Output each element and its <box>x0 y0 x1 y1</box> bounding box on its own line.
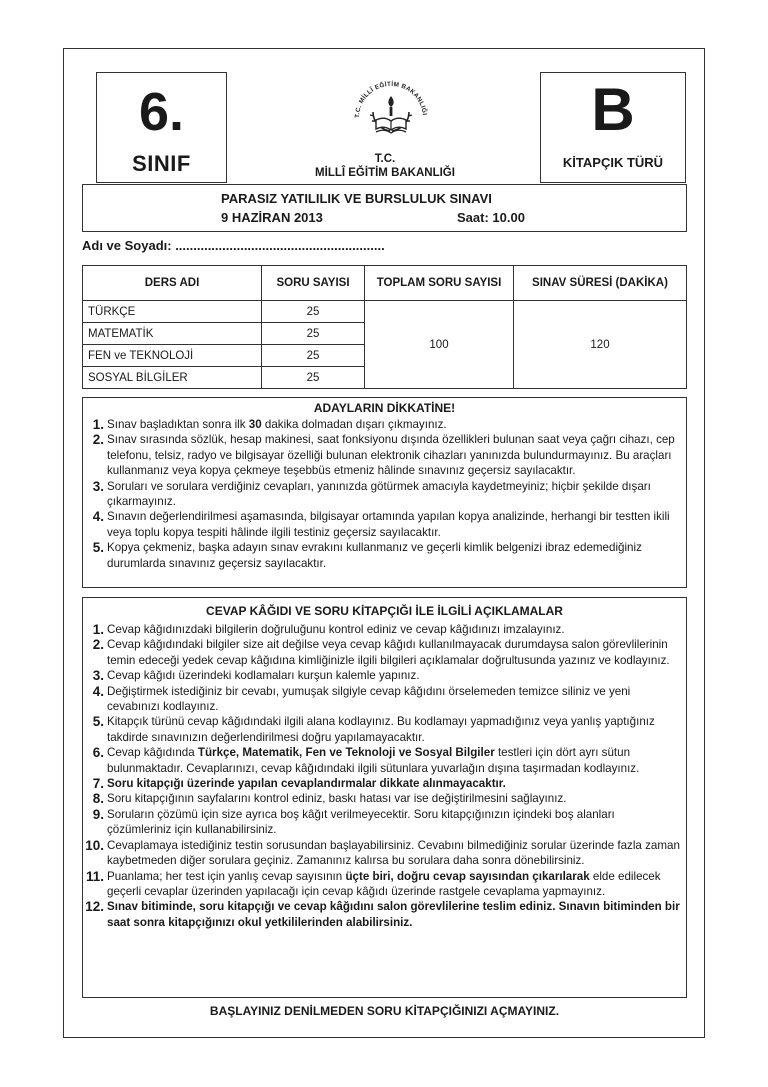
item-number: 5. <box>92 714 104 730</box>
lessons-table <box>82 265 687 389</box>
item-text-bold: Sınav bitiminde, soru kitapçığı ve cevap kâğıdını salon görevlilerine teslim ediniz. Sınavın bitiminden bir saat sonra kitapçığınızı okul yetkililerinden alabilirsiniz. <box>107 900 680 929</box>
lesson-name: SOSYAL BİLGİLER <box>83 367 262 389</box>
lesson-count: 25 <box>262 345 365 367</box>
header-lesson: DERS ADI <box>83 266 262 301</box>
item-text: Soruların çözümü için size ayrıca boş kâğıt verilmeyecektir. Soru kitapçığınızın içindeki boş alanları çözümleriniz için kullanabilirsiniz. <box>107 807 615 837</box>
ministry-line1: T.C. <box>374 153 396 165</box>
list-item <box>83 714 680 745</box>
name-field[interactable]: Adı ve Soyadı: .......................................................... <box>82 238 385 253</box>
list-item <box>83 668 680 683</box>
item-number: 4. <box>92 509 104 525</box>
grade-label: SINIF <box>132 151 191 176</box>
item-number: 9. <box>92 806 104 822</box>
item-number: 7. <box>92 776 104 792</box>
booklet-type-box <box>540 72 686 183</box>
item-number: 6. <box>92 745 104 761</box>
booklet-label: KİTAPÇIK TÜRÜ <box>562 155 664 170</box>
grade-box <box>96 72 227 183</box>
header-total: TOPLAM SORU SAYISI <box>365 266 514 301</box>
item-number: 1. <box>92 622 104 637</box>
item-text: Kitapçık türünü cevap kâğıdındaki ilgili alana kodlayınız. Bu kodlamayı yapmadığınız veya yanlış yaptığınız takdirde sınavınızın değerlendirilmesi doğru yapılamayacaktır. <box>107 715 655 744</box>
list-item <box>83 509 680 540</box>
ministry-line2: MİLLÎ EĞİTİM BAKANLIĞI <box>315 167 455 179</box>
table-header-row <box>83 266 687 301</box>
item-number: 1. <box>92 417 104 432</box>
list-item <box>83 838 680 869</box>
notice-title: ADAYLARIN DİKKATİNE! <box>313 401 456 415</box>
list-item <box>83 776 680 791</box>
list-item <box>83 869 680 900</box>
item-text-bold: 30 <box>248 418 262 431</box>
list-item <box>83 791 680 806</box>
item-text: Sınavın değerlendirilmesi aşamasında, bilgisayar ortamında yapılan kopya analizinde, herhangi bir testten ikili veya toplu kopya tespiti hâlinde ilgili testiniz geçersiz sayılacaktır. <box>107 510 670 539</box>
list-item <box>83 417 680 432</box>
lesson-count: 25 <box>262 323 365 345</box>
item-text: Kopya çekmeniz, başka adayın sınav evrakını kullanmanız ve geçerli kimlik belgenizi ibraz edemediğiniz durumlarda sınavınız geçersiz sayılacaktır. <box>107 541 642 570</box>
item-text: testleri için dört ayrı sütun bulunmaktadır. Cevaplarınızı, cevap kâğıdındaki ilgili sütunlara yuvarlağın dışına taşırmadan kodlayınız. <box>107 746 640 775</box>
header-duration: SINAV SÜRESİ (DAKİKA) <box>514 266 687 301</box>
lesson-name: FEN ve TEKNOLOJİ <box>83 345 262 367</box>
lesson-name: MATEMATİK <box>83 323 262 345</box>
item-number: 2. <box>92 637 104 653</box>
item-text-bold: Soru kitapçığı üzerinde yapılan cevaplandırmalar dikkate alınmayacaktır. <box>107 777 506 791</box>
lesson-count: 25 <box>262 301 365 323</box>
item-number: 3. <box>92 668 104 684</box>
item-text: Cevap kâğıdı üzerindeki kodlamaları kurşun kalemle yapınız. <box>107 669 420 683</box>
explanations-title: CEVAP KÂĞIDI VE SORU KİTAPÇIĞI İLE İLGİLİ AÇIKLAMALAR <box>206 604 563 618</box>
list-item <box>83 540 680 571</box>
list-item <box>83 745 680 776</box>
notice-list <box>83 417 680 571</box>
item-number: 12. <box>85 899 104 915</box>
list-item <box>83 432 680 478</box>
item-number: 2. <box>92 432 104 448</box>
list-item <box>83 622 680 637</box>
exam-title: PARASIZ YATILILIK VE BURSLULUK SINAVI <box>221 191 492 206</box>
explanations-box <box>82 597 687 998</box>
item-text: Cevap kâğıdınızdaki bilgilerin doğruluğunu kontrol ediniz ve cevap kâğıdınızı imzalayınız. <box>107 623 565 636</box>
item-text: Sınav sırasında sözlük, hesap makinesi, saat fonksiyonu dışında özellikleri bulunan saat veya çağrı cihazı, cep telefonu, telsiz, radyo ve bilgisayar özelliği bulunan elektronik cihazları yanınızda bulundurmayınız. Bu araçları kullanmanız veya kopya çekmeye teşebbüs etmeniz hâlinde sınavınız geçersiz sayılacaktır. <box>107 433 675 478</box>
candidate-notice-box <box>82 397 687 588</box>
list-item <box>83 807 680 838</box>
item-text-bold: Türkçe, Matematik, Fen ve Teknoloji ve Sosyal Bilgiler <box>197 746 495 760</box>
svg-text:T.C. MİLLÎ EĞİTİM BAKANLIĞI: T.C. MİLLÎ EĞİTİM BAKANLIĞI <box>353 80 428 119</box>
item-text: Soru kitapçığının sayfalarını kontrol ediniz, baskı hatası var ise değiştirilmesini sağlayınız. <box>107 792 567 806</box>
ministry-name <box>280 152 490 180</box>
total-count: 100 <box>365 301 514 389</box>
item-text-bold: üçte biri, doğru cevap sayısından çıkarılarak <box>345 869 590 883</box>
booklet-letter: B <box>591 76 635 143</box>
ministry-seal-icon <box>346 74 436 152</box>
list-item <box>83 684 680 715</box>
exam-duration: 120 <box>514 301 687 389</box>
item-number: 3. <box>92 478 104 494</box>
item-text: Değiştirmek istediğiniz bir cevabı, yumuşak silgiyle cevap kâğıdını örselemeden temizce siliniz ve yeni cevabınızı kodlayınız. <box>107 684 631 714</box>
item-text: Cevaplamaya istediğiniz testin sorusundan başlayabilirsiniz. Cevabını bilmediğiniz sorular üzerinde fazla zaman kaybetmeden diğer sorulara geçiniz. Zamanınız kalırsa bu sorulara daha sonra dönebilirsiniz. <box>107 838 680 868</box>
exam-time: Saat: 10.00 <box>457 210 525 225</box>
lesson-count: 25 <box>262 367 365 389</box>
list-item <box>83 637 680 668</box>
item-number: 10. <box>85 837 104 853</box>
item-number: 4. <box>92 683 104 699</box>
lesson-name: TÜRKÇE <box>83 301 262 323</box>
item-number: 5. <box>92 540 104 556</box>
item-text: Puanlama; her test için yanlış cevap sayısının <box>107 869 346 883</box>
item-number: 11. <box>85 868 104 884</box>
header-count: SORU SAYISI <box>262 266 365 301</box>
exam-date: 9 HAZİRAN 2013 <box>221 210 323 225</box>
item-text: Sınav başladıktan sonra ilk <box>107 418 249 431</box>
item-text: Cevap kâğıdındaki bilgiler size ait değilse veya cevap kâğıdı kullanılmayacak durumdaysa salon görevlilerinin temin edeceği yedek cevap kâğıdına kimliğinizle ilgili bilgileri açıklamalar doğrultusunda yazınız ve kodlayınız. <box>107 638 670 667</box>
item-text: dakika dolmadan dışarı çıkmayınız. <box>261 418 447 431</box>
item-number: 8. <box>92 791 104 807</box>
exam-info-box <box>82 184 687 232</box>
list-item <box>83 899 680 930</box>
list-item <box>83 479 680 510</box>
item-text: Cevap kâğıdında <box>107 746 198 760</box>
table-row <box>83 301 687 323</box>
item-text: Soruları ve sorulara verdiğiniz cevapları, yanınızda götürmek amacıyla kaydetmeyiniz; hiçbir şekilde dışarı çıkarmayınız. <box>107 479 651 509</box>
item-text: elde edilecek geçerli cevaplar üzerinden yapılacağı için cevap kâğıdı üzerinde rastgele cevaplama yapmayınız. <box>107 869 661 898</box>
footer-warning: BAŞLAYINIZ DENİLMEDEN SORU KİTAPÇIĞINIZI AÇMAYINIZ. <box>209 1004 560 1018</box>
grade-number: 6. <box>138 82 185 142</box>
explanations-list <box>83 622 680 930</box>
